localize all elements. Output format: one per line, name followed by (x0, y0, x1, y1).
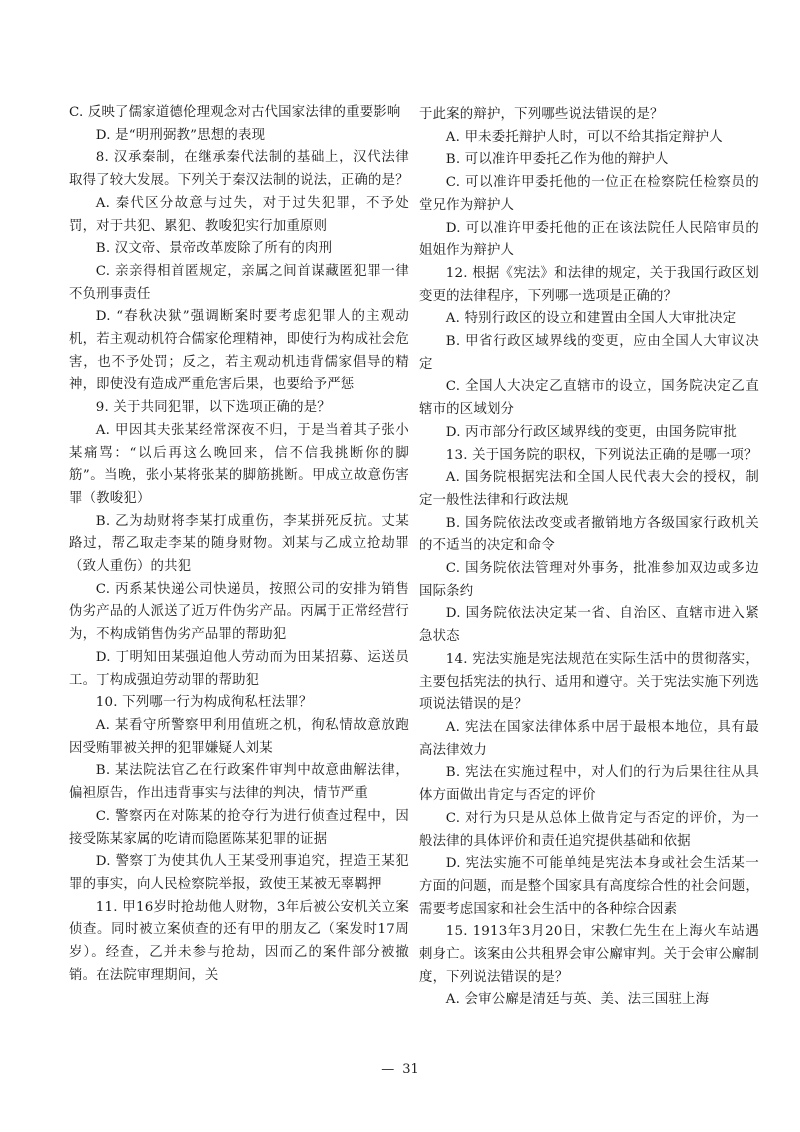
question-8: 8. 汉承秦制，在继承秦代法制的基础上，汉代法律取得了较大发展。下列关于秦汉法制的说法，正确的是？ (69, 150, 409, 189)
option-10c: C. 警察丙在对陈某的抢夺行为进行侦查过程中，因接受陈某家属的吃请而隐匿陈某犯罪的证据 (69, 808, 409, 847)
option-9a: A. 甲因其夫张某经常深夜不归，于是当着其子张小某痛骂：“以后再这么晚回来，信不信我挑断你的脚筋”。当晚，张小某将张某的脚筋挑断。甲成立故意伤害罪（教唆犯） (69, 422, 409, 506)
option-13b: B. 国务院依法改变或者撤销地方各级国家行政机关的不适当的决定和命令 (419, 515, 759, 554)
option-13a: A. 国务院根据宪法和全国人民代表大会的授权，制定一般性法律和行政法规 (419, 470, 759, 508)
question-11-continued: 于此案的辩护，下列哪些说法错误的是？ (419, 107, 664, 122)
paragraph: C. 反映了儒家道德伦理观念对古代国家法律的重要影响 (69, 105, 401, 120)
question-9: 9. 关于共同犯罪，以下选项正确的是？ (95, 400, 331, 416)
question-10: 10. 下列哪一行为构成徇私枉法罪？ (95, 695, 313, 711)
option-11a: A. 甲未委托辩护人时，可以不给其指定辩护人 (445, 129, 723, 145)
option-12d: D. 丙市部分行政区域界线的变更，由国务院审批 (445, 424, 737, 440)
footer-dash: — (381, 1062, 395, 1077)
option-11d: D. 可以准许甲委托他的正在该法院任人民陪审员的姐姐作为辩护人 (419, 220, 759, 259)
option-14c: C. 对行为只是从总体上做肯定与否定的评价，为一般法律的具体评价和责任追究提供基础和依据 (419, 810, 759, 849)
paragraph: D. 是“明刑弼教”思想的表现 (95, 127, 266, 143)
option-10d: D. 警察丁为使其仇人王某受刑事追究，捏造王某犯罪的事实，向人民检察院举报，致使王某被无辜羁押 (69, 854, 409, 892)
option-8d: D. “春秋决狱”强调断案时要考虑犯罪人的主观动机，若主观动机符合儒家伦理精神，即使行为构成社会危害，也不予处罚；反之，若主观动机违背儒家倡导的精神，即使没有造成严重危害后果，也要给予严惩 (69, 309, 409, 393)
option-13d: D. 国务院依法决定某一省、自治区、直辖市进入紧急状态 (419, 606, 759, 645)
question-13: 13. 关于国务院的职权，下列说法正确的是哪一项？ (445, 447, 758, 463)
option-12c: C. 全国人大决定乙直辖市的设立，国务院决定乙直辖市的区域划分 (419, 379, 759, 418)
option-9b: B. 乙为劫财将李某打成重伤，李某拼死反抗。丈某路过，帮乙取走李某的随身财物。刘某与乙成立抢劫罪（致人重伤）的共犯 (69, 513, 409, 575)
option-8c: C. 亲亲得相首匿规定，亲属之间首谋藏匿犯罪一律不负刑事责任 (69, 263, 409, 302)
option-14a: A. 宪法在国家法律体系中居于最根本地位，具有最高法律效力 (419, 719, 759, 758)
question-15: 15. 1913年3月20日，宋教仁先生在上海火车站遇刺身亡。该案由公共租界会审公廨审判。关于会审公廨制度，下列说法错误的是？ (419, 924, 759, 985)
option-13c: C. 国务院依法管理对外事务，批准参加双边或多边国际条约 (419, 561, 759, 599)
option-14b: B. 宪法在实施过程中，对人们的行为后果往往从具体方面做出肯定与否定的评价 (419, 765, 759, 804)
option-12b: B. 甲省行政区域界线的变更，应由全国人大审议决定 (419, 334, 759, 372)
option-11b: B. 可以准许甲委托乙作为他的辩护人 (445, 152, 669, 168)
option-14d: D. 宪法实施不可能单纯是宪法本身或社会生活某一方面的问题，而是整个国家具有高度综合性的社会问题，需要考虑国家和社会生活中的各种综合因素 (419, 856, 759, 917)
left-column (69, 102, 409, 987)
option-10a: A. 某看守所警察甲利用值班之机，徇私情故意放跑因受贿罪被关押的犯罪嫌疑人刘某 (69, 717, 409, 756)
option-12a: A. 特别行政区的设立和建置由全国人大审批决定 (445, 311, 737, 327)
question-12: 12. 根据《宪法》和法律的规定，关于我国行政区划变更的法律程序，下列哪一选项是正确的？ (419, 265, 759, 304)
question-11: 11. 甲16岁时抢劫他人财物，3年后被公安机关立案侦查。同时被立案侦查的还有甲的朋友乙（案发时17周岁）。经查，乙并未参与抢劫，因而乙的案件部分被撤销。在法院审理期间，关 (69, 899, 409, 983)
option-9c: C. 丙系某快递公司快递员，按照公司的安排为销售伪劣产品的人派送了近万件伪劣产品。丙属于正常经营行为，不构成销售伪劣产品罪的帮助犯 (69, 581, 409, 643)
right-column (419, 104, 759, 1012)
option-10b: B. 某法院法官乙在行政案件审判中故意曲解法律，偏袒原告，作出违背事实与法律的判决，情节严重 (69, 763, 409, 802)
option-9d: D. 丁明知田某强迫他人劳动而为田某招募、运送员工。丁构成强迫劳动罪的帮助犯 (69, 649, 409, 688)
page-footer (0, 1062, 800, 1077)
option-8a: A. 秦代区分故意与过失，对于过失犯罪，不予处罚，对于共犯、累犯、教唆犯实行加重原则 (69, 195, 409, 234)
page-number: 31 (402, 1062, 419, 1077)
option-15a: A. 会审公廨是清廷与英、美、法三国驻上海 (445, 992, 710, 1008)
option-11c: C. 可以准许甲委托他的一位正在检察院任检察员的堂兄作为辩护人 (419, 175, 759, 213)
question-14: 14. 宪法实施是宪法规范在实际生活中的贯彻落实，主要包括宪法的执行、适用和遵守。关于宪法实施下列选项说法错误的是？ (419, 651, 759, 713)
option-8b: B. 汉文帝、景帝改革废除了所有的肉刑 (95, 241, 333, 257)
